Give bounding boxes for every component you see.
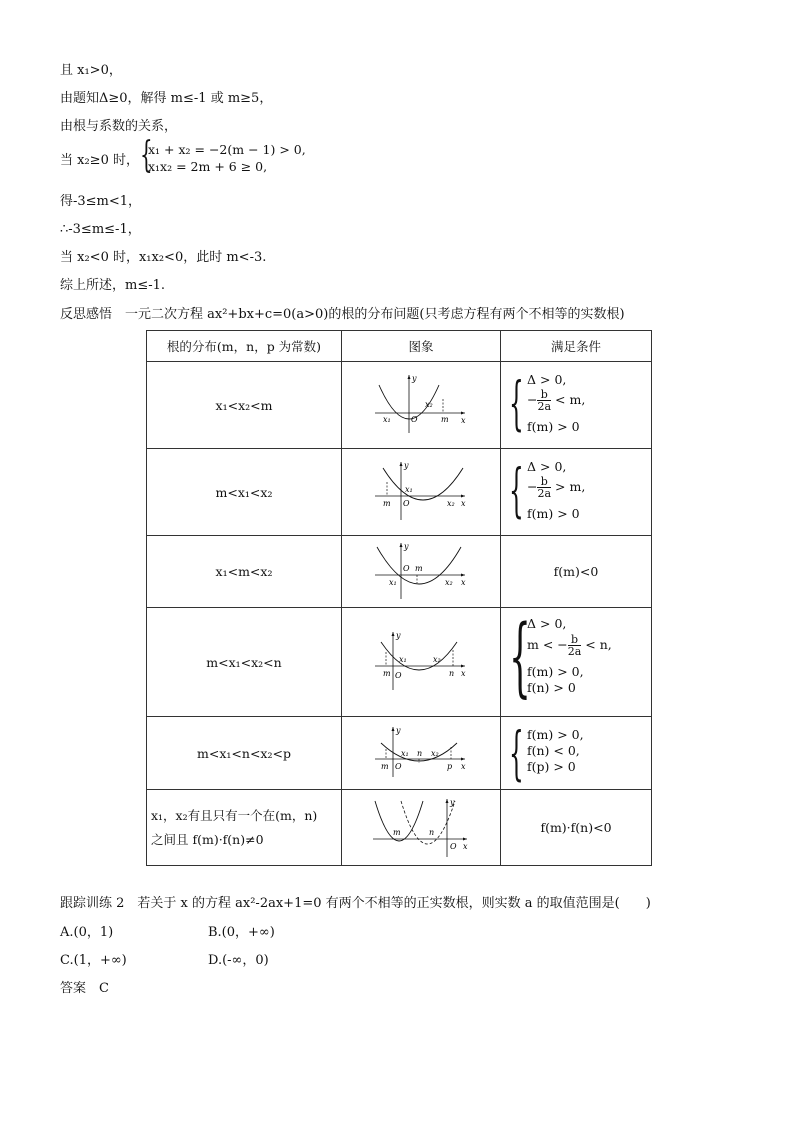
brace: { [140, 135, 153, 176]
parabola-graph [373, 458, 469, 522]
line-2: 由题知Δ≥0，解得 m≤-1 或 m≥5， [60, 91, 273, 106]
condition-cell [501, 449, 652, 536]
cond-line: f(p) > 0 [527, 759, 576, 774]
condition-cell [501, 717, 652, 790]
parabola-graph [373, 723, 469, 779]
n-label: n [417, 749, 423, 758]
x-label: x [461, 499, 466, 508]
origin-label: O [403, 563, 410, 573]
distribution-cell: x₁<m<x₂ [147, 536, 342, 608]
condition-cell [501, 362, 652, 449]
cond-line: f(n) > 0 [527, 680, 576, 695]
x-label: x [461, 762, 466, 771]
table-row [147, 449, 652, 536]
option-c: C.(1，+∞) [60, 953, 127, 968]
y-label: y [404, 461, 409, 470]
brace: { [509, 607, 531, 707]
graph-cell [342, 608, 501, 717]
x2-label: x₂ [431, 749, 439, 758]
origin-label: O [395, 762, 402, 771]
option-b: B.(0，+∞) [208, 925, 275, 940]
cond-line: Δ > 0, [527, 616, 567, 631]
x1-label: x₁ [389, 577, 397, 587]
x2-label: x₂ [447, 499, 455, 508]
cond-line: f(m) > 0, [527, 727, 584, 742]
line-1: 且 x₁>0， [60, 63, 122, 78]
distribution-cell: m<x₁<x₂<n [147, 608, 342, 717]
table-row [147, 717, 652, 790]
m-label: m [415, 563, 423, 573]
cond-line: m < − $\frac{b}{2a}$ < n, [527, 633, 612, 658]
origin-label: O [411, 415, 418, 424]
n-label: n [449, 669, 455, 678]
x-label: x [463, 841, 468, 851]
line-4-prefix: 当 x₂≥0 时， [60, 153, 139, 168]
parabola-graph [371, 795, 471, 857]
distribution-line-a: x₁，x₂有且只有一个在(m，n) [151, 807, 318, 823]
line-8: 综上所述，m≤-1. [60, 278, 166, 293]
cond-line: Δ > 0, [527, 459, 567, 474]
m-label: m [383, 499, 391, 508]
table-row [147, 608, 652, 717]
cond-line: f(m) > 0 [527, 506, 580, 521]
line-6: ∴-3≤m≤-1， [60, 222, 141, 237]
m-label: m [381, 762, 389, 771]
condition-cell: f(m)<0 [501, 536, 652, 608]
origin-label: O [450, 841, 457, 851]
cond-line: Δ > 0, [527, 372, 567, 387]
origin-label: O [403, 499, 410, 508]
reflection-heading: 反思感悟 一元二次方程 ax²+bx+c=0(a>0)的根的分布问题(只考虑方程有两个不相等的实数根) [60, 307, 625, 322]
header-condition: 满足条件 [501, 331, 652, 362]
m-label: m [393, 827, 401, 837]
condition-cell [501, 608, 652, 717]
condition-cell: f(m)·f(n)<0 [501, 790, 652, 866]
x1-label: x₁ [401, 749, 409, 758]
parabola-graph [373, 539, 469, 601]
exercise-title: 跟踪训练 2 若关于 x 的方程 ax²-2ax+1=0 有两个不相等的正实数根，则实数 a 的取值范围是( ) [60, 896, 651, 911]
option-d: D.(-∞，0) [208, 953, 269, 968]
x-label: x [461, 416, 466, 425]
distribution-cell: m<x₁<n<x₂<p [147, 717, 342, 790]
y-label: y [396, 726, 401, 735]
table-header-row [147, 331, 652, 362]
brace: { [509, 369, 524, 437]
parabola-graph [373, 628, 469, 692]
distribution-cell: x₁<x₂<m [147, 362, 342, 449]
brace: { [509, 456, 524, 524]
system-row-1: x₁ + x₂ = −2(m − 1) > 0, [148, 142, 306, 157]
x-label: x [461, 577, 466, 587]
table-row [147, 790, 652, 866]
x-label: x [461, 669, 466, 678]
n-label: n [429, 827, 435, 837]
y-label: y [450, 797, 455, 807]
option-a: A.(0，1) [60, 925, 114, 940]
m-label: m [441, 415, 449, 424]
p-label: p [447, 762, 453, 771]
graph-cell [342, 536, 501, 608]
m-label: m [383, 669, 391, 678]
distribution-cell [147, 790, 342, 866]
x2-label: x₂ [433, 655, 441, 664]
distribution-cell: m<x₁<x₂ [147, 449, 342, 536]
line-3: 由根与系数的关系， [60, 119, 178, 134]
graph-cell [342, 790, 501, 866]
line-7: 当 x₂<0 时，x₁x₂<0，此时 m<-3. [60, 250, 267, 265]
x1-label: x₁ [399, 655, 407, 664]
answer: 答案 C [60, 981, 109, 996]
equation-system [140, 135, 340, 176]
x1-label: x₁ [383, 415, 391, 424]
header-distribution: 根的分布(m，n，p 为常数) [147, 331, 342, 362]
parabola-graph [373, 371, 469, 435]
cond-line: − $\frac{b}{2a}$ > m, [527, 475, 586, 500]
origin-label: O [395, 671, 402, 680]
cond-line: f(m) > 0 [527, 419, 580, 434]
graph-cell [342, 362, 501, 449]
y-label: y [396, 631, 401, 640]
cond-line: − $\frac{b}{2a}$ < m, [527, 388, 586, 413]
y-label: y [404, 541, 409, 551]
y-label: y [412, 374, 417, 383]
brace: { [509, 719, 524, 787]
table-row [147, 362, 652, 449]
system-row-2: x₁x₂ = 2m + 6 ≥ 0, [148, 159, 268, 174]
x2-label: x₂ [425, 400, 433, 409]
x1-label: x₁ [405, 485, 413, 494]
root-distribution-table [146, 330, 652, 866]
cond-line: f(m) > 0, [527, 664, 584, 679]
graph-cell [342, 717, 501, 790]
table-row [147, 536, 652, 608]
x2-label: x₂ [445, 577, 453, 587]
graph-cell [342, 449, 501, 536]
cond-line: f(n) < 0, [527, 743, 580, 758]
distribution-line-b: 之间且 f(m)·f(n)≠0 [151, 831, 264, 847]
line-5: 得-3≤m<1， [60, 194, 142, 209]
header-graph: 图象 [342, 331, 501, 362]
